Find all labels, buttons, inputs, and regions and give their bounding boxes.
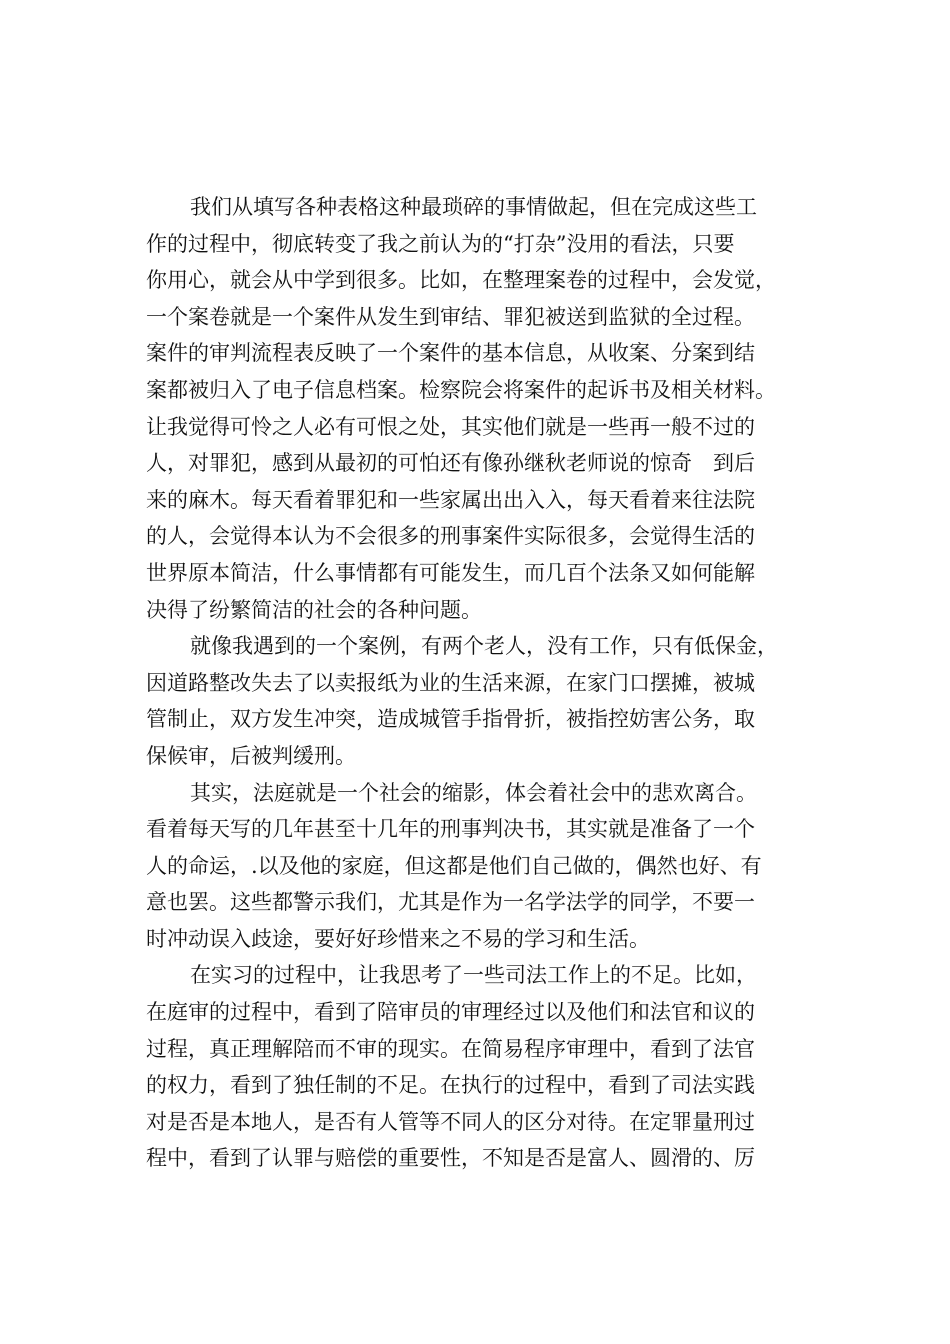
text-line: 时冲动误入歧途，要好好珍惜来之不易的学习和生活。 [146, 926, 650, 951]
text-line: 让我觉得可怜之人必有可恨之处，其实他们就是一些再一般不过的 [146, 414, 755, 439]
text-line: 的人，会觉得本认为不会很多的刑事案件实际很多，会觉得生活的 [146, 524, 755, 549]
text-line: 程中，看到了认罪与赔偿的重要性，不知是否是富人、圆滑的、厉 [146, 1146, 755, 1171]
text-line: 我们从填写各种表格这种最琐碎的事情做起，但在完成这些工 [190, 195, 757, 219]
text-line: 其实，法庭就是一个社会的缩影，体会着社会中的悲欢离合。 [190, 780, 757, 805]
text-line: 看着每天写的几年甚至十几年的刑事判决书，其实就是准备了一个 [146, 817, 755, 842]
text-line: 一个案卷就是一个案件从发生到审结、罪犯被送到监狱的全过程。 [146, 304, 755, 329]
text-line: 案都被归入了电子信息档案。检察院会将案件的起诉书及相关材料。 [146, 377, 776, 402]
text-line: 因道路整改失去了以卖报纸为业的生活来源，在家门口摆摊，被城 [146, 670, 755, 695]
text-line: 你用心，就会从中学到很多。比如，在整理案卷的过程中，会发觉， [146, 268, 776, 293]
text-line: 在实习的过程中，让我思考了一些司法工作上的不足。比如， [190, 963, 757, 988]
text-line: 案件的审判流程表反映了一个案件的基本信息，从收案、分案到结 [146, 341, 755, 366]
text-line: 人的命运，.以及他的家庭，但这都是他们自己做的，偶然也好、有 [146, 853, 762, 878]
text-line: 保候审，后被判缓刑。 [146, 743, 356, 768]
text-line: 意也罢。这些都警示我们，尤其是作为一名学法学的同学，不要一 [146, 890, 755, 915]
text-line: 就像我遇到的一个案例，有两个老人，没有工作，只有低保金， [190, 634, 778, 659]
text-line: 人，对罪犯，感到从最初的可怕还有像孙继秋老师说的惊奇 到后 [146, 451, 755, 476]
text-line: 对是否是本地人，是否有人管等不同人的区分对待。在定罪量刑过 [146, 1109, 755, 1134]
text-line: 来的麻木。每天看着罪犯和一些家属出出入入，每天看着来往法院 [146, 487, 755, 512]
text-line: 管制止，双方发生冲突，造成城管手指骨折，被指控妨害公务，取 [146, 707, 755, 732]
text-line: 决得了纷繁简洁的社会的各种问题。 [146, 597, 482, 622]
text-line: 作的过程中，彻底转变了我之前认为的“打杂”没用的看法，只要 [146, 231, 735, 256]
text-line: 在庭审的过程中，看到了陪审员的审理经过以及他们和法官和议的 [146, 1000, 755, 1025]
text-line: 的权力，看到了独任制的不足。在执行的过程中，看到了司法实践 [146, 1073, 755, 1098]
text-line: 过程，真正理解陪而不审的现实。在简易程序审理中，看到了法官 [146, 1036, 755, 1061]
body-text [146, 189, 811, 1177]
text-line: 世界原本简洁，什么事情都有可能发生，而几百个法条又如何能解 [146, 560, 755, 585]
